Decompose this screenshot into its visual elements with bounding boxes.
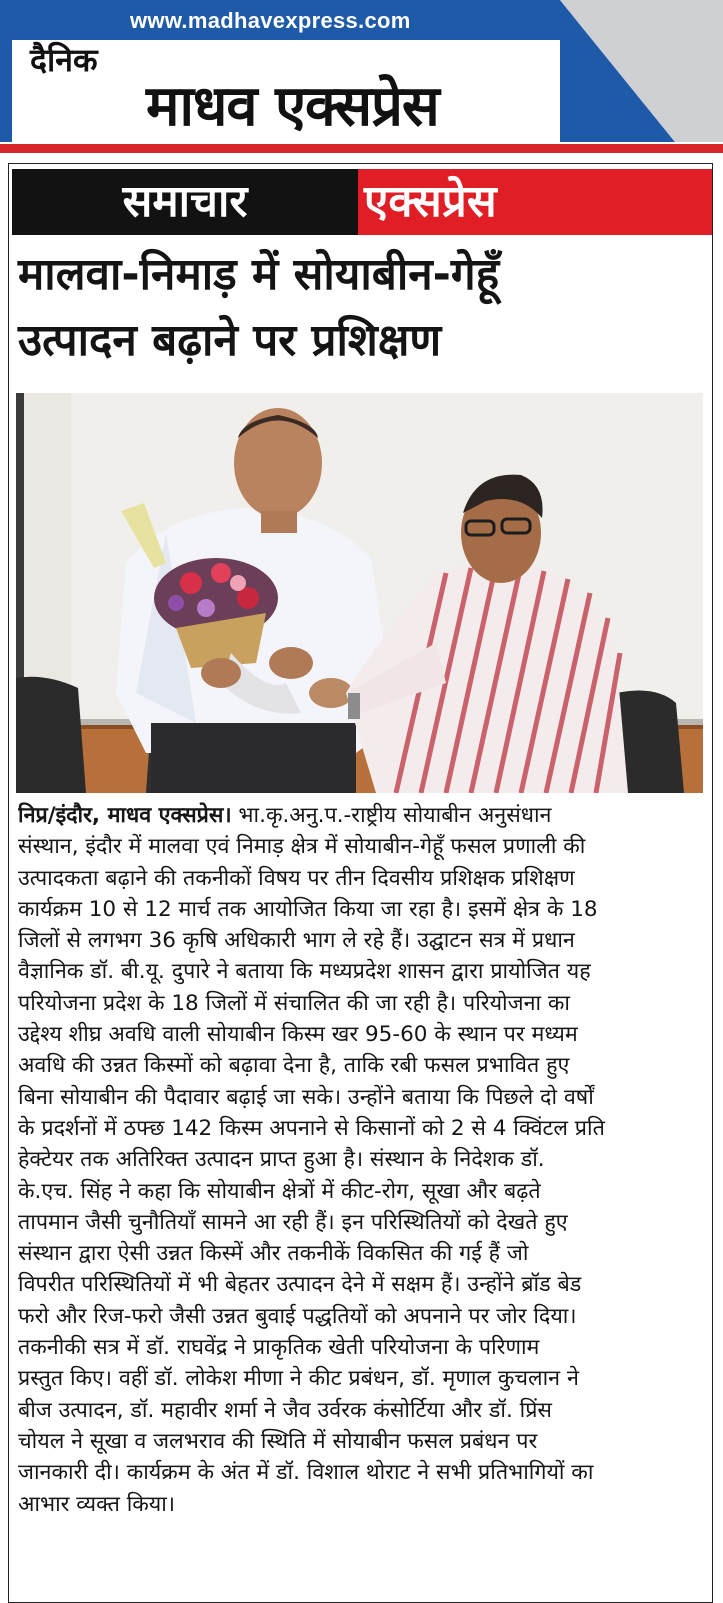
article-line: बीज उत्पादन, डॉ. महावीर शर्मा ने जैव उर्वरक कंसोर्टिया और डॉ. प्रिंस xyxy=(18,1397,552,1423)
article-line: आभार व्यक्त किया। xyxy=(18,1491,175,1517)
article-line: के.एच. सिंह ने कहा कि सोयाबीन क्षेत्रों में कीट-रोग, सूखा और बढ़ते xyxy=(18,1178,541,1204)
article-line: चोयल ने सूखा व जलभराव की स्थिति में सोयाबीन फसल प्रबंधन पर xyxy=(18,1428,538,1454)
article-line: परियोजना प्रदेश के 18 जिलों में संचालित की जा रही है। परियोजना का xyxy=(18,990,570,1016)
article-line: बिना सोयाबीन की पैदावार बढ़ाई जा सके। उन्होंने बताया कि पिछले दो वर्षों xyxy=(18,1084,594,1110)
article-body xyxy=(18,800,708,1520)
photo-illustration xyxy=(16,393,703,793)
article-line: हेक्टेयर तक अतिरिक्त उत्पादन प्राप्त हुआ है। संस्थान के निदेशक डॉ. xyxy=(18,1147,545,1173)
article-line: तापमान जैसी चुनौतियाँ सामने आ रही हैं। इन परिस्थितियों को देखते हुए xyxy=(18,1209,568,1235)
article-photo xyxy=(16,393,703,793)
article-line: प्रस्तुत किए। वहीं डॉ. लोकेश मीणा ने कीट प्रबंधन, डॉ. मृणाल कुचलान ने xyxy=(18,1366,579,1392)
website-url: www.madhavexpress.com xyxy=(130,8,411,33)
section-label-left: समाचार xyxy=(12,169,358,235)
article-line: अवधि की उन्नत किस्मों को बढ़ावा देना है, ताकि रबी फसल प्रभावित हुए xyxy=(18,1053,570,1079)
article-line: संस्थान द्वारा ऐसी उन्नत किस्में और तकनीकें विकसित की गई हैं जो xyxy=(18,1241,529,1267)
headline-line-1: मालवा-निमाड़ में सोयाबीन-गेहूँ xyxy=(18,249,500,300)
article-headline xyxy=(18,242,708,374)
article-line: तकनीकी सत्र में डॉ. राघवेंद्र ने प्राकृतिक खेती परियोजना के परिणाम xyxy=(18,1335,540,1361)
article-line: वैज्ञानिक डॉ. बी.यू. दुपारे ने बताया कि मध्यप्रदेश शासन द्वारा प्रायोजित यह xyxy=(18,959,591,985)
article-line: विपरीत परिस्थितियों में भी बेहतर उत्पादन देने में सक्षम हैं। उन्होंने ब्रॉड बेड xyxy=(18,1272,582,1298)
article-line: उद्देश्य शीघ्र अवधि वाली सोयाबीन किस्म खर 95-60 के स्थान पर मध्यम xyxy=(18,1022,578,1048)
masthead-prefix: दैनिक xyxy=(30,41,98,79)
article-line xyxy=(18,800,708,831)
masthead xyxy=(0,0,723,153)
masthead-red-rule xyxy=(0,144,723,153)
section-label-right: एक्सप्रेस xyxy=(358,169,712,235)
first-line-text: भा.कृ.अनु.प.-राष्ट्रीय सोयाबीन अनुसंधान xyxy=(231,803,552,828)
article-line: उत्पादकता बढ़ाने की तकनीकों विषय पर तीन दिवसीय प्रशिक्षक प्रशिक्षण xyxy=(18,865,575,891)
dateline: निप्र/इंदौर, माधव एक्सप्रेस। xyxy=(18,803,232,828)
article-line: जानकारी दी। कार्यक्रम के अंत में डॉ. विशाल थोराट ने सभी प्रतिभागियों का xyxy=(18,1460,594,1486)
article-line: के प्रदर्शनों में ठफ्छ 142 किस्म अपनाने से किसानों को 2 से 4 क्विंटल प्रति xyxy=(18,1115,605,1141)
article-line: फरो और रिज-फरो जैसी उन्नत बुवाई पद्धतियों को अपनाने पर जोर दिया। xyxy=(18,1303,577,1329)
section-banner xyxy=(12,169,712,235)
newspaper-name: माधव एक्सप्रेस xyxy=(146,74,439,139)
article-line: जिलों से लगभग 36 कृषि अधिकारी भाग ले रहे हैं। उद्घाटन सत्र में प्रधान xyxy=(18,928,575,954)
headline-line-2: उत्पादन बढ़ाने पर प्रशिक्षण xyxy=(18,315,442,366)
article-line: संस्थान, इंदौर में मालवा एवं निमाड़ क्षेत्र में सोयाबीन-गेहूँ फसल प्रणाली की xyxy=(18,834,586,860)
article-line: कार्यक्रम 10 से 12 मार्च तक आयोजित किया जा रहा है। इसमें क्षेत्र के 18 xyxy=(18,896,598,922)
